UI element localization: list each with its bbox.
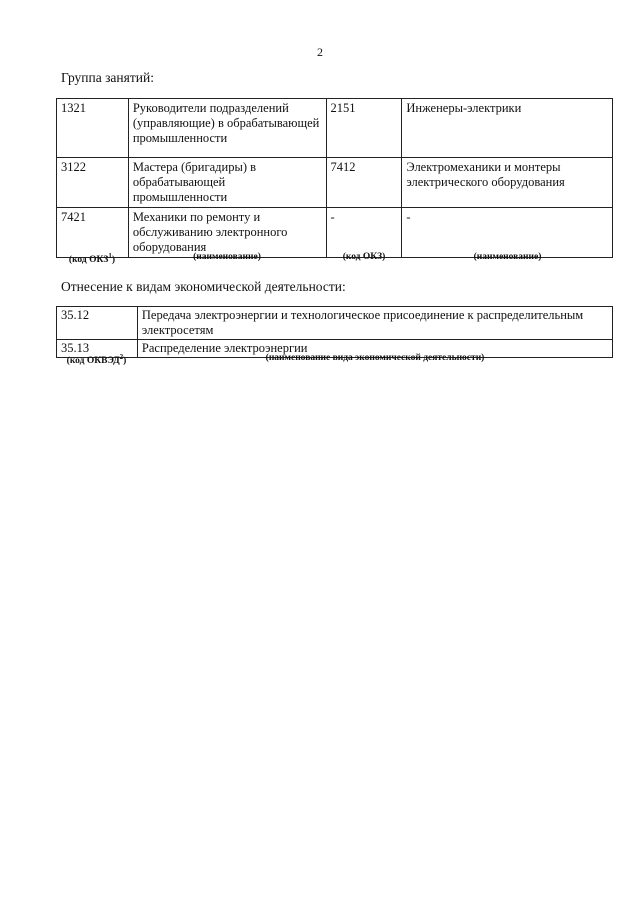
- economic-activity-table: [56, 306, 613, 358]
- okved-code-cell: 35.12: [57, 307, 138, 340]
- occupation-group-heading: Группа занятий:: [61, 70, 154, 85]
- okz-code-cell: 7421: [57, 208, 129, 258]
- occupation-name-cell: Мастера (бригадиры) в обрабатывающей промышленности: [128, 158, 326, 208]
- okved-code-cell: 35.13: [57, 340, 138, 358]
- table-row: [57, 99, 613, 158]
- occupation-name-cell: Механики по ремонту и обслуживанию электронного оборудования: [128, 208, 326, 258]
- activity-name-cell: Распределение электроэнергии: [137, 340, 612, 358]
- occupation-name-cell: -: [402, 208, 613, 258]
- okz-code-cell: 3122: [57, 158, 129, 208]
- occupation-name-caption: (наименование): [473, 252, 542, 262]
- table-row: [57, 158, 613, 208]
- occupation-name-cell: Руководители подразделений (управляющие) в обрабатывающей промышленности: [128, 99, 326, 158]
- okz-code-cell: -: [326, 208, 402, 258]
- occupation-name-cell: Инженеры-электрики: [402, 99, 613, 158]
- occupation-name-cell: Электромеханики и монтеры электрического оборудования: [402, 158, 613, 208]
- activity-name-cell: Передача электроэнергии и технологическое присоединение к распределительным электросетям: [137, 307, 612, 340]
- table-row: [57, 208, 613, 258]
- okz-code-cell: 7412: [326, 158, 402, 208]
- economic-activity-heading: Отнесение к видам экономической деятельности:: [61, 279, 346, 294]
- okved-code-caption: (код ОКВЭД$^2$): [66, 353, 127, 367]
- occupation-name-caption: (наименование): [193, 252, 261, 262]
- okz-code-caption: (код ОКЗ$^1$): [68, 252, 116, 266]
- okz-code-caption: (код ОКЗ): [342, 252, 386, 262]
- okz-code-cell: 2151: [326, 99, 402, 158]
- page-number: 2: [317, 45, 323, 59]
- activity-name-caption: (наименование вида экономической деятельности): [265, 353, 485, 363]
- occupation-table: [56, 98, 613, 258]
- okz-code-cell: 1321: [57, 99, 129, 158]
- table-row: [57, 307, 613, 340]
